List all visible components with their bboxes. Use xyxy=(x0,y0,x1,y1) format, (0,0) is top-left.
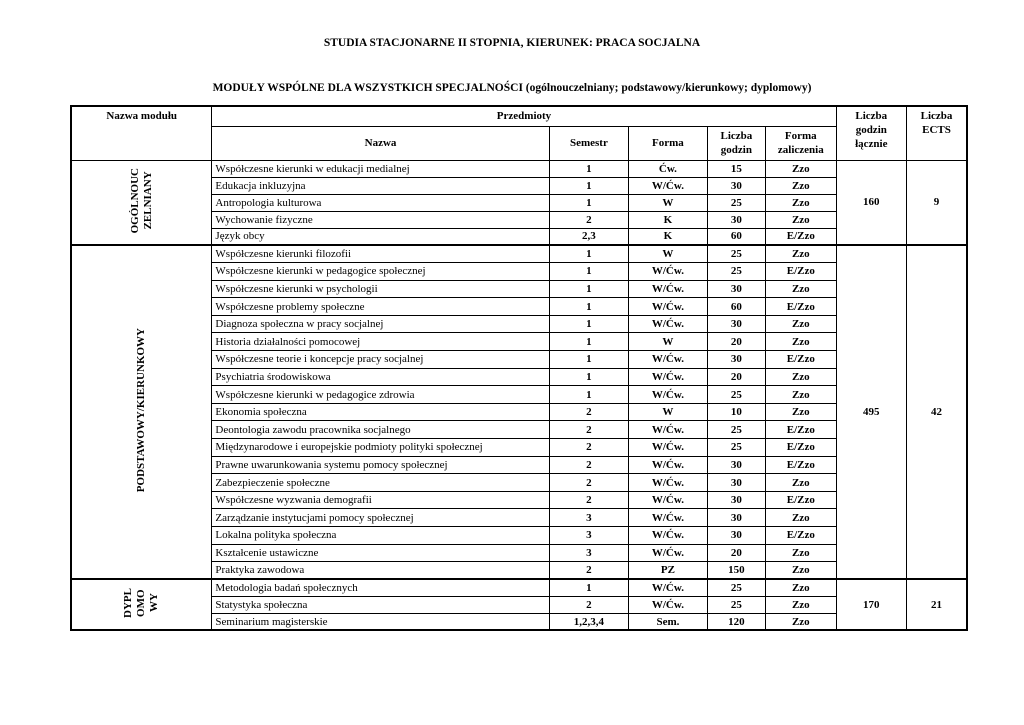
form-cell: W/Ćw. xyxy=(629,596,708,613)
semester-cell: 2 xyxy=(549,211,629,228)
module-group-label-text: OGÓLNOUC ZELNIANY xyxy=(128,167,154,233)
header-form: Forma xyxy=(629,126,708,160)
assessment-cell: Zzo xyxy=(766,368,837,386)
form-cell: W/Ćw. xyxy=(629,439,708,457)
form-cell: Sem. xyxy=(629,613,708,630)
assessment-cell: E/Zzo xyxy=(766,439,837,457)
semester-cell: 2 xyxy=(549,456,629,474)
hours-cell: 120 xyxy=(707,613,765,630)
table-row xyxy=(71,579,967,596)
semester-cell: 2 xyxy=(549,439,629,457)
subject-name-cell: Współczesne teorie i koncepcje pracy socjalnej xyxy=(212,351,549,369)
semester-cell: 1 xyxy=(549,177,629,194)
hours-cell: 30 xyxy=(707,456,765,474)
hours-cell: 20 xyxy=(707,368,765,386)
semester-cell: 1 xyxy=(549,579,629,596)
semester-cell: 1 xyxy=(549,263,629,281)
total-hours-cell: 495 xyxy=(836,245,906,579)
form-cell: W/Ćw. xyxy=(629,421,708,439)
assessment-cell: E/Zzo xyxy=(766,228,837,245)
subject-name-cell: Współczesne wyzwania demografii xyxy=(212,491,549,509)
semester-cell: 2 xyxy=(549,491,629,509)
module-group-label xyxy=(71,160,212,245)
form-cell: W/Ćw. xyxy=(629,386,708,404)
header-semester: Semestr xyxy=(549,126,629,160)
assessment-cell: Zzo xyxy=(766,280,837,298)
subject-name-cell: Statystyka społeczna xyxy=(212,596,549,613)
hours-cell: 25 xyxy=(707,579,765,596)
subject-name-cell: Ekonomia społeczna xyxy=(212,403,549,421)
assessment-cell: E/Zzo xyxy=(766,456,837,474)
assessment-cell: Zzo xyxy=(766,160,837,177)
subject-name-cell: Zarządzanie instytucjami pomocy społecznej xyxy=(212,509,549,527)
hours-cell: 60 xyxy=(707,298,765,316)
header-subjects: Przedmioty xyxy=(212,106,836,126)
form-cell: W/Ćw. xyxy=(629,456,708,474)
assessment-cell: Zzo xyxy=(766,474,837,492)
assessment-cell: Zzo xyxy=(766,562,837,580)
form-cell: W/Ćw. xyxy=(629,579,708,596)
subject-name-cell: Współczesne problemy społeczne xyxy=(212,298,549,316)
assessment-cell: Zzo xyxy=(766,315,837,333)
hours-cell: 30 xyxy=(707,351,765,369)
assessment-cell: Zzo xyxy=(766,211,837,228)
form-cell: W xyxy=(629,245,708,263)
subject-name-cell: Współczesne kierunki w pedagogice społecznej xyxy=(212,263,549,281)
hours-cell: 30 xyxy=(707,315,765,333)
hours-cell: 30 xyxy=(707,474,765,492)
subject-name-cell: Prawne uwarunkowania systemu pomocy społecznej xyxy=(212,456,549,474)
form-cell: PZ xyxy=(629,562,708,580)
hours-cell: 30 xyxy=(707,211,765,228)
semester-cell: 1 xyxy=(549,386,629,404)
form-cell: W/Ćw. xyxy=(629,544,708,562)
header-name: Nazwa xyxy=(212,126,549,160)
form-cell: W/Ćw. xyxy=(629,315,708,333)
assessment-cell: Zzo xyxy=(766,579,837,596)
subject-name-cell: Historia działalności pomocowej xyxy=(212,333,549,351)
semester-cell: 1 xyxy=(549,160,629,177)
form-cell: Ćw. xyxy=(629,160,708,177)
form-cell: W/Ćw. xyxy=(629,280,708,298)
assessment-cell: Zzo xyxy=(766,544,837,562)
semester-cell: 3 xyxy=(549,509,629,527)
table-body xyxy=(71,160,967,630)
hours-cell: 20 xyxy=(707,544,765,562)
semester-cell: 2 xyxy=(549,562,629,580)
semester-cell: 1 xyxy=(549,333,629,351)
hours-cell: 25 xyxy=(707,245,765,263)
subject-name-cell: Zabezpieczenie społeczne xyxy=(212,474,549,492)
assessment-cell: E/Zzo xyxy=(766,263,837,281)
header-hours: Liczba godzin xyxy=(707,126,765,160)
module-group-label xyxy=(71,245,212,579)
assessment-cell: Zzo xyxy=(766,403,837,421)
subject-name-cell: Deontologia zawodu pracownika socjalnego xyxy=(212,421,549,439)
subject-name-cell: Diagnoza społeczna w pracy socjalnej xyxy=(212,315,549,333)
semester-cell: 2 xyxy=(549,403,629,421)
total-hours-cell: 160 xyxy=(836,160,906,245)
hours-cell: 30 xyxy=(707,527,765,545)
hours-cell: 30 xyxy=(707,177,765,194)
ects-cell: 9 xyxy=(907,160,967,245)
hours-cell: 25 xyxy=(707,439,765,457)
subject-name-cell: Kształcenie ustawiczne xyxy=(212,544,549,562)
page-subtitle: MODUŁY WSPÓLNE DLA WSZYSTKICH SPECJALNOŚCI (ogólnouczelniany; podstawowy/kierunkowy; dyplomowy) xyxy=(212,82,812,94)
semester-cell: 3 xyxy=(549,544,629,562)
form-cell: W/Ćw. xyxy=(629,177,708,194)
hours-cell: 30 xyxy=(707,491,765,509)
semester-cell: 1 xyxy=(549,245,629,263)
semester-cell: 1 xyxy=(549,368,629,386)
form-cell: W/Ćw. xyxy=(629,351,708,369)
hours-cell: 25 xyxy=(707,194,765,211)
assessment-cell: Zzo xyxy=(766,245,837,263)
semester-cell: 2 xyxy=(549,474,629,492)
assessment-cell: Zzo xyxy=(766,613,837,630)
subject-name-cell: Współczesne kierunki w edukacji medialnej xyxy=(212,160,549,177)
subject-name-cell: Seminarium magisterskie xyxy=(212,613,549,630)
semester-cell: 2 xyxy=(549,421,629,439)
subject-name-cell: Międzynarodowe i europejskie podmioty polityki społecznej xyxy=(212,439,549,457)
form-cell: W/Ćw. xyxy=(629,527,708,545)
semester-cell: 1,2,3,4 xyxy=(549,613,629,630)
subject-name-cell: Praktyka zawodowa xyxy=(212,562,549,580)
subject-name-cell: Psychiatria środowiskowa xyxy=(212,368,549,386)
semester-cell: 2 xyxy=(549,596,629,613)
subject-name-cell: Metodologia badań społecznych xyxy=(212,579,549,596)
subject-name-cell: Wychowanie fizyczne xyxy=(212,211,549,228)
form-cell: K xyxy=(629,228,708,245)
form-cell: W/Ćw. xyxy=(629,509,708,527)
module-group-label-text: DYPL OMO WY xyxy=(122,587,161,618)
assessment-cell: Zzo xyxy=(766,386,837,404)
assessment-cell: Zzo xyxy=(766,194,837,211)
semester-cell: 1 xyxy=(549,298,629,316)
subject-name-cell: Współczesne kierunki w psychologii xyxy=(212,280,549,298)
header-total-hours: Liczba godzin łącznie xyxy=(836,106,906,160)
form-cell: K xyxy=(629,211,708,228)
assessment-cell: Zzo xyxy=(766,333,837,351)
subject-name-cell: Edukacja inkluzyjna xyxy=(212,177,549,194)
form-cell: W/Ćw. xyxy=(629,491,708,509)
form-cell: W xyxy=(629,333,708,351)
header-module: Nazwa modułu xyxy=(71,106,212,160)
assessment-cell: E/Zzo xyxy=(766,421,837,439)
hours-cell: 30 xyxy=(707,509,765,527)
form-cell: W/Ćw. xyxy=(629,298,708,316)
form-cell: W xyxy=(629,403,708,421)
subject-name-cell: Język obcy xyxy=(212,228,549,245)
modules-table xyxy=(70,105,968,631)
semester-cell: 1 xyxy=(549,194,629,211)
form-cell: W xyxy=(629,194,708,211)
hours-cell: 25 xyxy=(707,263,765,281)
hours-cell: 20 xyxy=(707,333,765,351)
assessment-cell: E/Zzo xyxy=(766,527,837,545)
hours-cell: 25 xyxy=(707,596,765,613)
semester-cell: 3 xyxy=(549,527,629,545)
hours-cell: 10 xyxy=(707,403,765,421)
form-cell: W/Ćw. xyxy=(629,368,708,386)
hours-cell: 30 xyxy=(707,280,765,298)
semester-cell: 2,3 xyxy=(549,228,629,245)
assessment-cell: E/Zzo xyxy=(766,491,837,509)
subject-name-cell: Współczesne kierunki filozofii xyxy=(212,245,549,263)
table-row xyxy=(71,245,967,263)
header-assessment: Forma zaliczenia xyxy=(766,126,837,160)
assessment-cell: E/Zzo xyxy=(766,351,837,369)
semester-cell: 1 xyxy=(549,351,629,369)
form-cell: W/Ćw. xyxy=(629,263,708,281)
total-hours-cell: 170 xyxy=(836,579,906,630)
form-cell: W/Ćw. xyxy=(629,474,708,492)
assessment-cell: Zzo xyxy=(766,596,837,613)
hours-cell: 150 xyxy=(707,562,765,580)
table-row xyxy=(71,160,967,177)
ects-cell: 42 xyxy=(907,245,967,579)
hours-cell: 60 xyxy=(707,228,765,245)
semester-cell: 1 xyxy=(549,315,629,333)
page-title: STUDIA STACJONARNE II STOPNIA, KIERUNEK: PRACA SOCJALNA xyxy=(323,37,701,49)
module-group-label-text: PODSTAWOWY/KIERUNKOWY xyxy=(135,328,148,493)
subject-name-cell: Współczesne kierunki w pedagogice zdrowia xyxy=(212,386,549,404)
module-group-label xyxy=(71,579,212,630)
assessment-cell: Zzo xyxy=(766,509,837,527)
hours-cell: 25 xyxy=(707,386,765,404)
hours-cell: 25 xyxy=(707,421,765,439)
assessment-cell: E/Zzo xyxy=(766,298,837,316)
subject-name-cell: Lokalna polityka społeczna xyxy=(212,527,549,545)
hours-cell: 15 xyxy=(707,160,765,177)
semester-cell: 1 xyxy=(549,280,629,298)
subject-name-cell: Antropologia kulturowa xyxy=(212,194,549,211)
assessment-cell: Zzo xyxy=(766,177,837,194)
ects-cell: 21 xyxy=(907,579,967,630)
header-ects: Liczba ECTS xyxy=(907,106,967,160)
